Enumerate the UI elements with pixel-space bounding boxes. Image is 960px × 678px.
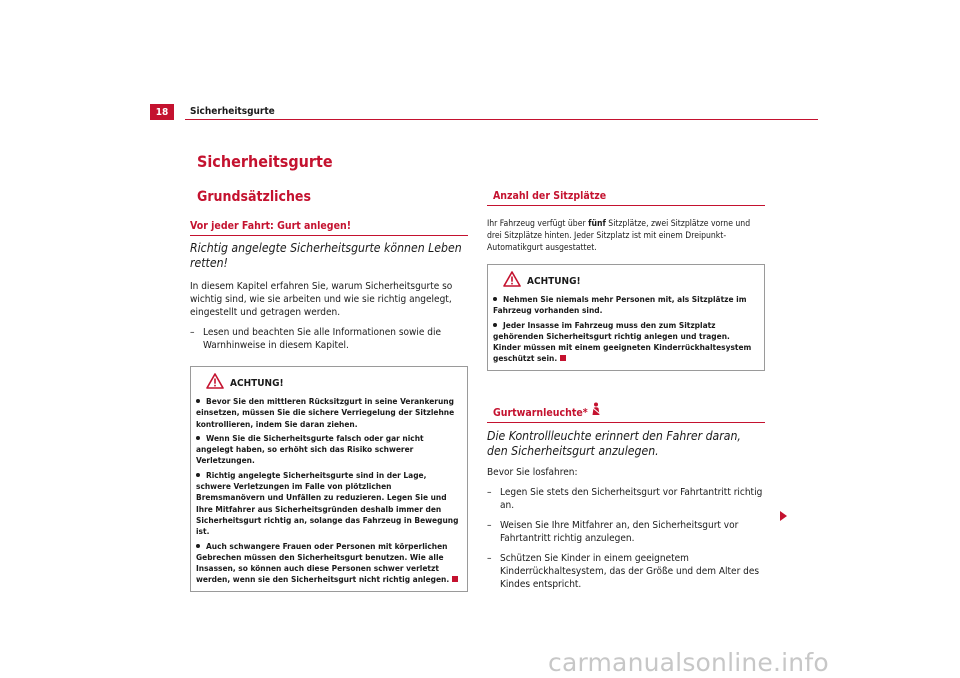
warning-box xyxy=(190,366,468,592)
bullet-icon xyxy=(493,323,497,327)
bullet-icon xyxy=(196,544,200,548)
running-header: Sicherheitsgurte xyxy=(190,106,275,117)
header-rule xyxy=(185,119,818,120)
intro-text: In diesem Kapitel erfahren Sie, warum Sicherheitsgurte so wichtig sind, wie sie arbeiten und wie sie richtig angelegt, eingestellt und getragen werden. xyxy=(190,281,453,318)
warning-header xyxy=(196,373,462,393)
watermark-text: carmanualsonline.info xyxy=(548,648,829,677)
bullet-icon xyxy=(196,473,200,477)
intro-text-losfahren: Bevor Sie losfahren: xyxy=(487,466,578,478)
chapter-title: Sicherheitsgurte xyxy=(197,152,333,171)
bullet-icon xyxy=(493,297,497,301)
subhead-sitzplaetze: Anzahl der Sitzplätze xyxy=(487,190,765,206)
lead-text: Richtig angelegte Sicherheitsgurte können Leben retten! xyxy=(190,241,462,270)
list-item: – Schützen Sie Kinder in einem geeignetem Kinderrückhaltesystem, das der Größe und dem Alter des Kindes entspricht. xyxy=(487,552,760,590)
warning-box-seats xyxy=(487,264,765,371)
list-item: – Weisen Sie Ihre Mitfahrer an, den Sicherheitsgurt vor Fahrtantritt richtig anzulegen. xyxy=(487,519,739,544)
list-item: – Lesen und beachten Sie alle Informationen sowie die Warnhinweise in diesem Kapitel. xyxy=(190,327,442,351)
warning-triangle-icon xyxy=(206,373,224,393)
continue-arrow-icon xyxy=(780,511,787,521)
bullet-icon xyxy=(196,436,200,440)
warning-title: ACHTUNG! xyxy=(230,377,284,389)
warning-point: Jeder Insasse im Fahrzeug muss den zum Sitzplatz gehörenden Sicherheitsgurt richtig anlegen und tragen. Kinder müssen mit einem geeigneten Kinderrückhaltesystem geschützt sein. xyxy=(493,319,752,364)
page-number: 18 xyxy=(150,104,174,120)
warning-point: Nehmen Sie niemals mehr Personen mit, als Sitzplätze im Fahrzeug vorhanden sind. xyxy=(493,294,747,316)
right-column xyxy=(487,190,765,591)
left-column xyxy=(190,220,468,592)
warning-point: Auch schwangere Frauen oder Personen mit körperlichen Gebrechen müssen den Sicherheitsgurt benutzen. Wie alle Insassen, so können auch diese Personen schwer verletzt werden, wenn sie den Sicherheitsgurt nicht richtig anlegen. xyxy=(196,541,462,586)
warning-point: Wenn Sie die Sicherheitsgurte falsch oder gar nicht angelegt haben, so erhöht sich das Risiko schwerer Verletzungen. xyxy=(196,432,424,466)
subhead-gurt-anlegen: Vor jeder Fahrt: Gurt anlegen! xyxy=(190,220,468,236)
warning-point: Bevor Sie den mittleren Rücksitzgurt in seine Verankerung einsetzen, müssen Sie die sichere Verriegelung der Sitzlehne kontrollieren, indem Sie daran ziehen. xyxy=(196,396,455,429)
end-of-section-icon xyxy=(452,576,458,582)
seats-text: Ihr Fahrzeug verfügt über fünf Sitzplätze, zwei Sitzplätze vorne und drei Sitzplätze hinten. Jeder Sitzplatz ist mit einem Dreipunkt-Automatikgurt ausgestattet. xyxy=(487,219,751,253)
bullet-icon xyxy=(196,399,200,403)
list-item: – Legen Sie stets den Sicherheitsgurt vor Fahrtantritt richtig an. xyxy=(487,486,763,511)
warning-title: ACHTUNG! xyxy=(527,275,581,287)
warning-header xyxy=(493,271,759,291)
subhead-gurtwarnleuchte: Gurtwarnleuchte* xyxy=(487,402,765,423)
end-of-section-icon xyxy=(560,355,566,361)
seatbelt-person-icon xyxy=(590,402,602,419)
warning-triangle-icon xyxy=(503,271,521,291)
warning-point: Richtig angelegte Sicherheitsgurte sind in der Lage, schwere Verletzungen im Falle von plötzlichen Bremsmanövern und Unfällen zu reduzieren. Legen Sie und Ihre Mitfahrer aus Sicherheitsgründen deshalb immer den Sicherheitsgurt richtig an, solange das Fahrzeug in Bewegung ist. xyxy=(196,469,459,537)
lead-text-warnleuchte: Die Kontrollleuchte erinnert den Fahrer daran, den Sicherheitsgurt anzulegen. xyxy=(487,428,741,458)
section-title: Grundsätzliches xyxy=(197,189,311,205)
